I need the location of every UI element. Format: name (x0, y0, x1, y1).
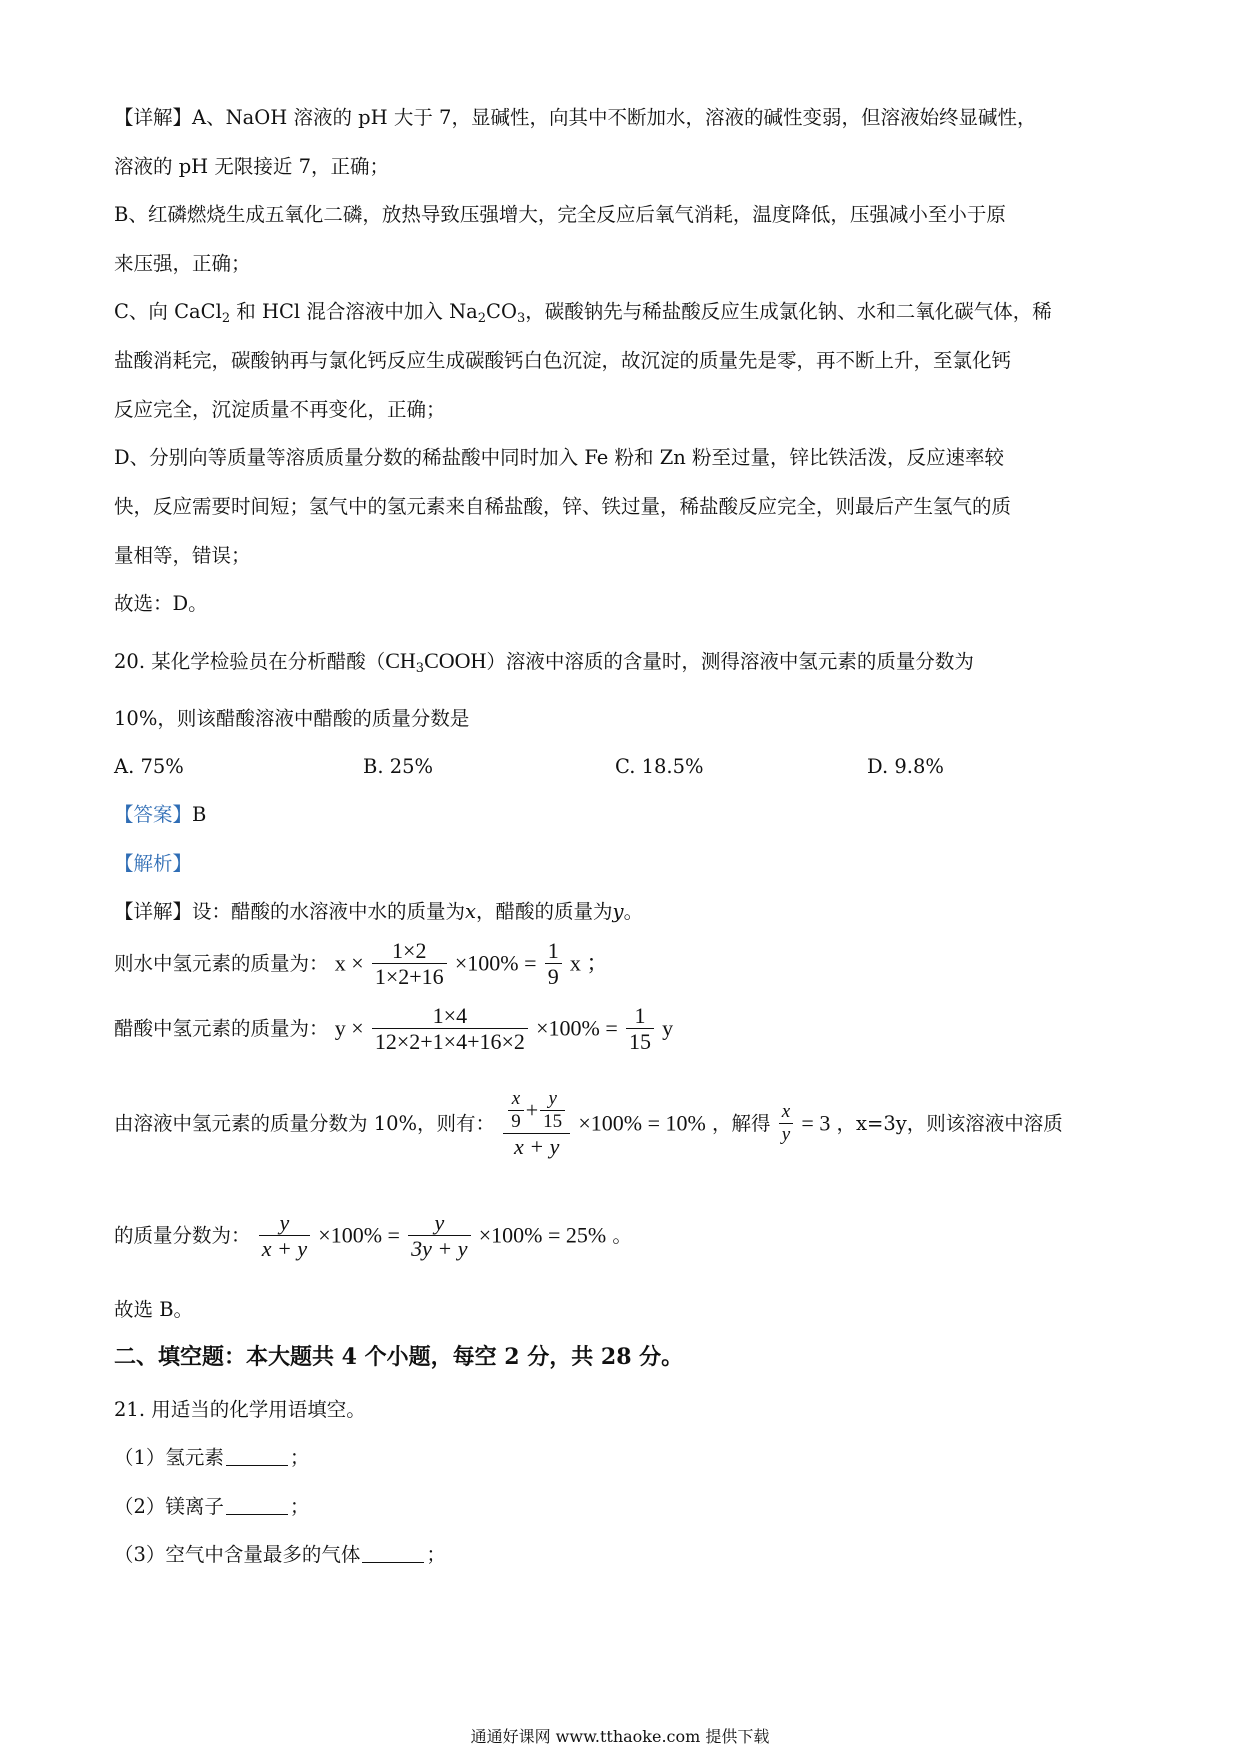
q21-item-1: （1）氢元素 ； (114, 1446, 310, 1469)
acid-fraction: $\frac{1\times 4}{12\times 2+1\times 4+16\times 2}$ (372, 1003, 528, 1055)
detail-line-b-cont: 来压强，正确； (114, 252, 251, 275)
detail-line-c-cont1: 盐酸消耗完，碳酸钠再与氯化钙反应生成碳酸钙白色沉淀，故沉淀的质量先是零，再不断上升，至氯化钙 (114, 349, 1012, 372)
ratio-fraction: $\frac{x}{y}$ (779, 1101, 793, 1146)
detail-line-a-cont: 溶液的 pH 无限接近 7，正确； (114, 155, 389, 178)
water-fraction: $\frac{1\times 2}{1\times 2+16}$ (372, 938, 447, 990)
acid-result-fraction: $\frac{1}{15}$ (626, 1003, 654, 1055)
q20-option-b: B. 25% (363, 755, 434, 778)
q20-detail: 【详解】设：醋酸的水溶液中水的质量为x，醋酸的质量为y。 (114, 900, 644, 923)
q20-option-d: D. 9.8% (867, 755, 944, 778)
detail-line-b: B、红磷燃烧生成五氧化二磷，放热导致压强增大，完全反应后氧气消耗，温度降低，压强减小至小于原 (114, 203, 1006, 226)
q20-option-c: C. 18.5% (615, 755, 704, 778)
acid-hydrogen-equation: 醋酸中氢元素的质量为： y × $\frac{1\times 4}{12\times 2+1\times 4+16\times 2}$ ×100% = $\frac{1}{15}$ y (114, 1003, 674, 1055)
detail-line-d: D、分别向等质量等溶质质量分数的稀盐酸中同时加入 Fe 粉和 Zn 粉至过量，锌比铁活泼，反应速率较 (114, 446, 1005, 469)
water-result-fraction: $\frac{1}{9}$ (545, 938, 562, 990)
detail-line-c-cont2: 反应完全，沉淀质量不再变化，正确； (114, 398, 446, 421)
answer-blank[interactable] (226, 1464, 288, 1466)
q21-stem: 21. 用适当的化学用语填空。 (114, 1398, 366, 1421)
detail-line-d-cont1: 快，反应需要时间短；氢气中的氢元素来自稀盐酸，锌、铁过量，稀盐酸反应完全，则最后产生氢气的质 (114, 495, 1012, 518)
q20-stem-cont: 10%，则该醋酸溶液中醋酸的质量分数是 (114, 707, 470, 730)
section-title: 二、填空题：本大题共 4 个小题，每空 2 分，共 28 分。 (114, 1344, 684, 1370)
answer-blank[interactable] (226, 1513, 288, 1515)
answer-blank[interactable] (362, 1561, 424, 1563)
q20-answer (114, 803, 206, 826)
q21-item-2: （2）镁离子 ； (114, 1495, 310, 1518)
q20-choice: 故选 B。 (114, 1298, 194, 1321)
q20-stem: 20. 某化学检验员在分析醋酸$(CH_3COOH)$溶液中溶质的含量时，测得溶液中氢元素的质量分数为 (114, 648, 974, 676)
detail-line-a: 【详解】A、NaOH 溶液的 pH 大于 7，显碱性，向其中不断加水，溶液的碱性变弱，但溶液始终显碱性， (114, 106, 1037, 129)
result-fraction-1: $\frac{y}{x + y}$ (259, 1210, 310, 1262)
detail-line-d-cont2: 量相等，错误； (114, 544, 251, 567)
q20-option-a: A. 75% (114, 755, 184, 778)
mass-fraction-equation: 由溶液中氢元素的质量分数为 10%，则有： $\frac{x}{9}$ + $\frac{y}{15}$ x + y ×100% = 10% ，解得 $\frac{x}{y}$ = 3 ，x=3y，则该溶液中溶质 (114, 1088, 1063, 1159)
result-equation: 的质量分数为： $\frac{y}{x + y}$ ×100% = $\frac{y}{3y + y}$ ×100% = 25% 。 (114, 1210, 632, 1262)
result-fraction-2: $\frac{y}{3y + y}$ (408, 1210, 470, 1262)
prev-choice: 故选：D。 (114, 592, 208, 615)
compound-fraction: $\frac{x}{9}$ + $\frac{y}{15}$ x + y (503, 1088, 570, 1159)
water-hydrogen-equation: 则水中氢元素的质量为： x × $\frac{1\times 2}{1\times 2+16}$ ×100% = $\frac{1}{9}$ x ； (114, 938, 609, 990)
q21-item-3: （3）空气中含量最多的气体 ； (114, 1543, 446, 1566)
page-footer: 通通好课网 www.tthaoke.com 提供下载 (470, 1727, 770, 1746)
answer-value: B (192, 803, 207, 826)
answer-label: 【答案】 (114, 803, 193, 826)
detail-line-c: C、向 CaCl$_2$ 和 HCl 混合溶液中加入 $Na_2CO_3$，碳酸钠先与稀盐酸反应生成氯化钠、水和二氧化碳气体，稀 (114, 300, 1052, 326)
q20-analysis-label: 【解析】 (114, 852, 193, 875)
